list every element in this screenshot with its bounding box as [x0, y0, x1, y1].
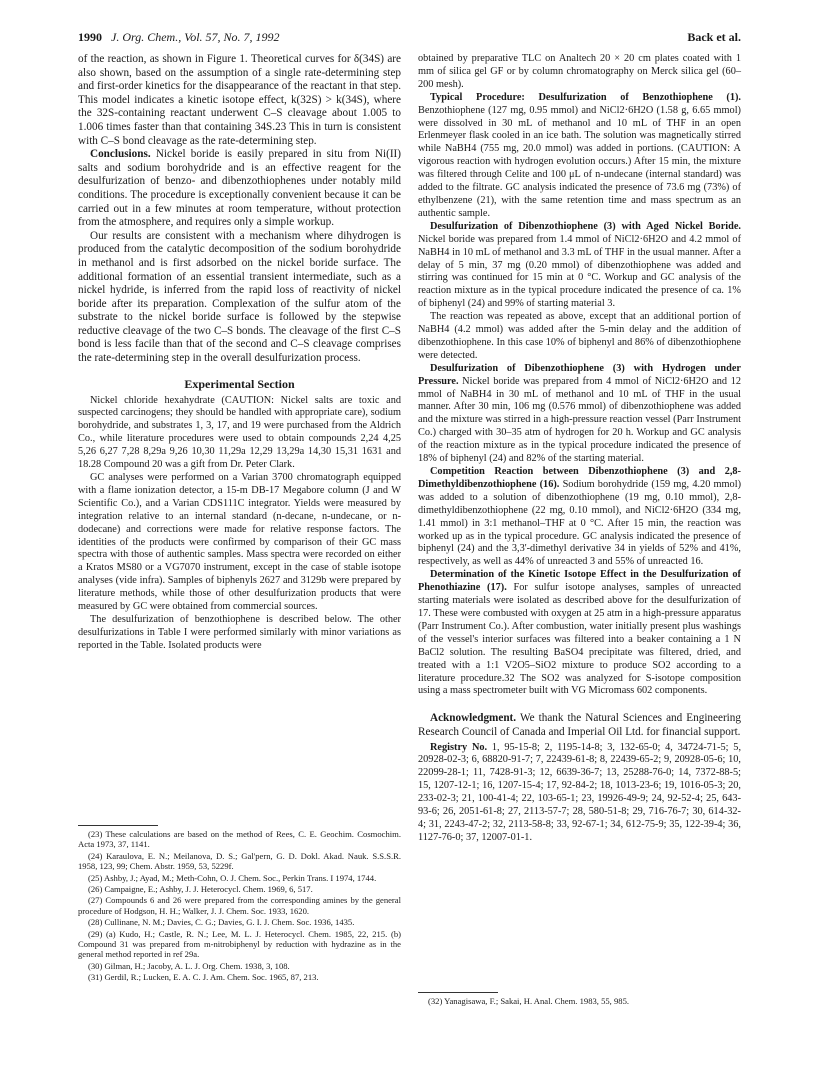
typical-procedure-text: Benzothiophene (127 mg, 0.95 mmol) and NiCl2·6H2O (1.58 g, 6.65 mmol) were dissolved in 30 mL of methanol and 10 mL of THF in an open Erlenmeyer flask cooled in an ice bath. The solution was magnetically stirred while NaBH4 (755 mg, 20.0 mmol) was added in portions. (CAUTION: A vigorous reaction with hydrogen evolution occurs.) After 15 min, the mixture was filtered through Celite and 100 μL of n-undecane (internal standard) was added to the filtrate. GC analysis indicated the presence of 73.6 mg (73%) of ethylbenzene (21), with the same retention time and mass spectrum as an authentic sample. — [418, 104, 741, 219]
hydrogen-pressure-heading: Desulfurization of Dibenzothiophene (3) with Hydrogen under Pressure. — [418, 362, 741, 387]
footnote-25: (25) Ashby, J.; Ayad, M.; Meth-Cohn, O. J. Chem. Soc., Perkin Trans. I 1974, 1744. — [88, 872, 377, 883]
registry-text: 1, 95-15-8; 2, 1195-14-8; 3, 132-65-0; 4, 34724-71-5; 5, 20928-02-3; 6, 68820-91-7; 7, 22439-61-8; 8, 22439-65-2; 9, 20928-05-6; 10, 22099-28-1; 11, 7428-91-3; 12, 6639-36-7; 13, 25288-76-0; 14, 7372-88-5; 15, 1207-12-1; 16, 1207-15-4; 17, 92-84-2; 18, 1013-23-6; 19, 1016-05-3; 20, 233-02-3; 21, 100-41-4; 22, 103-65-1; 23, 19926-49-9; 24, 92-52-4; 25, 643-93-6; 26, 2051-61-8; 27, 2113-57-7; 28, 580-51-8; 29, 716-76-7; 30, 614-32-4; 31, 2243-47-2; 32, 2113-58-8; 33, 92-67-1; 34, 612-75-9; 35, 122-39-4; 36, 1127-76-0; 37, 12007-01-1. — [418, 741, 742, 843]
paragraph-mechanism: Our results are consistent with a mechanism where dihydrogen is produced from the catalytic decomposition of the sodium borohydride in methanol and is first adsorbed on the nickel boride surface. The additional formation of an essential transient intermediate, such as a nickel hydride, is inferred from the rapid loss of reactivity of nickel boride after its preparation. Complexation of the sulfur atom of the substrate to the nickel boride surface is followed by the stepwise reductive cleavage of the two C–S bonds. The cleavage of the first C–S bond is less facile than that of the second and C–S cleavage comprises the rate-determining step in the overall desulfurization process. — [78, 229, 401, 365]
header-left — [78, 30, 280, 45]
header-authors: Back et al. — [687, 30, 741, 44]
competition-heading: Competition Reaction between Dibenzothiophene (3) and 2,8-Dimethyldibenzothiophene (16). — [418, 466, 741, 490]
registry-heading: Registry No. — [430, 741, 488, 753]
paragraph-repeat-reaction: The reaction was repeated as above, except that an additional portion of NaBH4 (4.2 mmol) was added after the 5-min delay and the addition of dibenzothiophene. In this case 10% of biphenyl and 86% of dibenzothiophene were detected. — [418, 311, 741, 361]
paragraph-competition — [418, 466, 741, 569]
footnote-rule-right — [418, 992, 498, 993]
footnote-rule-left — [78, 825, 158, 826]
footnote-27: (27) Compounds 6 and 26 were prepared from the corresponding amines by the general procedure of Hodgson, H. H.; Walker, J. J. Chem. Soc. 1933, 1620. — [78, 895, 401, 916]
paragraph-hydrogen-pressure — [418, 363, 741, 466]
section-heading-experimental: Experimental Section — [184, 376, 295, 391]
paragraph-materials: Nickel chloride hexahydrate (CAUTION: Nickel salts are toxic and suspected carcinogens; they should be handled with appropriate care), sodium borohydride, and substrates 1, 3, 17, and 19 were purchased from the Aldrich Co., while literature procedures were used to obtain compounds 2,24 4,25 5,26 6,27 7,28 8,29a 9,26 10,30 11,29a 12,29 13,29a 14,30 15,31 1631 and 18.28 Compound 20 was a gift from Dr. Peter Clark. — [78, 394, 401, 471]
paragraph-registry — [418, 742, 741, 845]
footnote-26: (26) Campaigne, E.; Ashby, J. J. Heterocycl. Chem. 1969, 6, 517. — [88, 884, 313, 895]
acknowledgment-text: We thank the Natural Sciences and Engineering Research Council of Canada and Imperial Oil Ltd. for financial support. — [418, 712, 741, 738]
paragraph-isolation: obtained by preparative TLC on Analtech 20 × 20 cm plates coated with 1 mm of silica gel GF or by column chromatography on Merck silica gel (60–200 mesh). — [418, 53, 741, 90]
kinetic-isotope-text: For sulfur isotope analyses, samples of unreacted starting materials were isolated as described above for the desulfurization of 17. These were combusted with oxygen at 25 atm in a high-pressure apparatus (Parr Instrument Co.). After combustion, water initially present plus washings of the vessel's interior surfaces was filtered into a beaker containing a 1 N BaCl2 solution. The resulting BaSO4 precipitate was filtered, dried, and treated with a 1:1 V2O5–SiO2 mixture to produce SO2 according to a literature procedure.32 The SO2 was analyzed for S-isotope composition using a mass spectrometer built with VG Micromass 602 components. — [418, 582, 741, 697]
footnotes-right — [418, 996, 741, 1006]
acknowledgment-heading: Acknowledgment. — [430, 712, 517, 725]
aged-boride-heading: Desulfurization of Dibenzothiophene (3) with Aged Nickel Boride. — [430, 220, 741, 232]
competition-text: Sodium borohydride (159 mg, 4.20 mmol) was added to a solution of dibenzothiophene (19 mg, 0.10 mmol), 2,8-dimethyldibenzothiophene (22 mg, 0.10 mmol), and NiCl2·6H2O (334 mg, 1.41 mmol) in 3:1 methanol–THF at 0 °C. After 15 min, the reaction was worked up as in the typical procedure. GC analysis indicated the presence of biphenyl (24) and the 3,3'-dimethyl derivative 34 in yields of 52% and 41%, respectively, as well as 44% of unreacted 3 and 55% of unreacted 16. — [418, 478, 741, 568]
kinetic-isotope-heading: Determination of the Kinetic Isotope Effect in the Desulfurization of Phenothiazine (17). — [418, 569, 741, 594]
footnote-29: (29) (a) Kudo, H.; Castle, R. N.; Lee, M. L. J. Heterocycl. Chem. 1985, 22, 215. (b) Compound 31 was prepared from m-nitrobiphenyl by reduction with hydrazine as in the general method reported in ref 29a. — [78, 928, 401, 960]
paragraph-conclusions — [78, 148, 401, 230]
running-header — [78, 30, 741, 48]
footnote-31: (31) Gerdil, R.; Lucken, E. A. C. J. Am. Chem. Soc. 1965, 87, 213. — [88, 972, 319, 983]
paragraph-kinetic-isotope — [418, 569, 741, 698]
hydrogen-pressure-text: Nickel boride was prepared from 4 mmol of NiCl2·6H2O and 12 mmol of NaBH4 in 30 mL of methanol and 10 mL of THF in the usual manner. After 30 min, 106 mg (0.576 mmol) of dibenzothiophene was added and the mixture was stirred in a high-pressure reaction vessel (Parr Instrument Co.) charged with 30–35 atm of hydrogen for 20 h. Workup and GC analysis of the reaction mixture as in the typical procedure indicated the presence of 18% of biphenyl (24) and 82% of the starting material. — [418, 375, 741, 465]
conclusions-heading: Conclusions. — [90, 148, 151, 161]
aged-boride-text: Nickel boride was prepared from 1.4 mmol of NiCl2·6H2O and 4.2 mmol of NaBH4 in 10 mL of methanol and 3.3 mL of THF in the usual manner. After a delay of 5 min, 37 mg (0.20 mmol) of dibenzothiophene was added and stirring was continued for 15 min at 0 °C. Workup and GC analysis of the reaction mixture as in the typical procedure indicated the presence of ca. 1% of biphenyl (24) and 99% of starting material 3. — [418, 233, 741, 310]
footnotes-left — [78, 829, 401, 984]
paragraph-desulfurization-intro: The desulfurization of benzothiophene is described below. The other desulfurizations in Table I were performed similarly with minor variations as reported in the Table. Isolated products were — [78, 613, 401, 651]
typical-procedure-heading: Typical Procedure: Desulfurization of Benzothiophene (1). — [430, 91, 741, 103]
page-number: 1990 — [78, 30, 102, 44]
paragraph-typical-procedure — [418, 92, 741, 221]
conclusions-text: Nickel boride is easily prepared in situ from Ni(II) salts and sodium borohydride and is an effective reagent for the desulfurization of benzo- and dibenzothiophenes under notably mild conditions. The procedure is exceptionally convenient because it can be carried out in a few minutes at room temperature, without protection from the atmosphere, and requires only a simple workup. — [78, 148, 402, 229]
paragraph-results-end: of the reaction, as shown in Figure 1. Theoretical curves for δ(34S) are also shown, based on the assumption of a single rate-determining step and first-order kinetics for the disappearance of the reactant in that step. This model indicates a kinetic isotope effect, k(32S) > k(34S), where the 32S-containing reactant underwent C–S cleavage about 1.005 to 1.006 times faster than that containing 34S.23 This in turn is consistent with C–S bond cleavage as the rate-determining step. — [78, 53, 401, 147]
paragraph-aged-nickel-boride — [418, 221, 741, 311]
footnote-32: (32) Yanagisawa, F.; Sakai, H. Anal. Chem. 1983, 55, 985. — [428, 996, 630, 1006]
journal-citation: J. Org. Chem., Vol. 57, No. 7, 1992 — [111, 30, 280, 44]
paragraph-acknowledgment — [418, 712, 741, 739]
footnote-24: (24) Karaulova, E. N.; Meilanova, D. S.; Gal'pern, G. D. Dokl. Akad. Nauk. S.S.S.R. 1958, 123, 99; Chem. Abstr. 1959, 53, 5229f. — [78, 850, 401, 872]
right-column — [418, 53, 741, 845]
left-column — [78, 53, 401, 653]
footnote-23: (23) These calculations are based on the method of Rees, C. E. Geochim. Cosmochim. Acta 1973, 37, 1141. — [78, 829, 401, 850]
footnote-28: (28) Cullinane, N. M.; Davies, C. G.; Davies, G. I. J. Chem. Soc. 1936, 1435. — [88, 917, 355, 928]
footnote-30: (30) Gilman, H.; Jacoby, A. L. J. Org. Chem. 1938, 3, 108. — [88, 960, 290, 971]
paragraph-gc-analyses: GC analyses were performed on a Varian 3700 chromatograph equipped with a flame ionization detector, a 15-m DB-17 Megabore column (J and W Scientific Co.), and a Varian CDS111C integrator. Yields were measured by integration relative to an internal standard (n-decane, n-undecane, or n-dodecane) and corrections were made for relative response factors. The identities of the products were confirmed by comparison of their GC mass spectra with those of authentic samples. Mass spectra were recorded on either a Kratos MS80 or a VG7070 instrument, except in the case of stable isotope analyses (vide infra). Samples of biphenyls 2627 and 3129b were prepared by literature methods, while those of other desulfurization products that were measured by GC were obtained from commercial sources. — [78, 472, 401, 613]
